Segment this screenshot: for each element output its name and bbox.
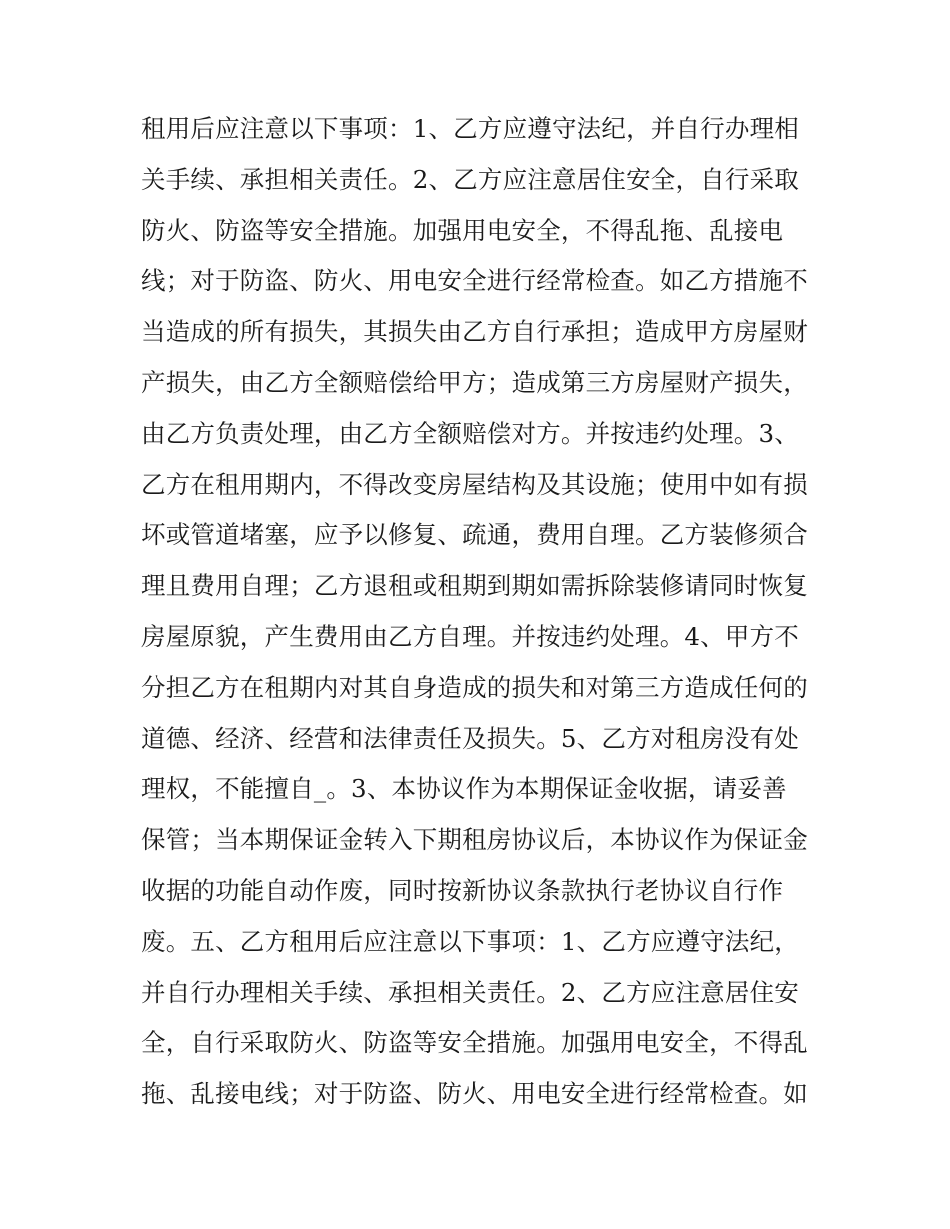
text-line-9: 坏或管道堵塞，应予以修复、疏通，费用自理。乙方装修须合 [141,520,808,550]
text-line-20: 拖、乱接电线；对于防盗、防火、用电安全进行经常检查。如 [141,1079,808,1109]
text-line-16: 收据的功能自动作废，同时按新协议条款执行老协议自行作 [141,875,784,905]
text-line-19: 全，自行采取防火、防盗等安全措施。加强用电安全，不得乱 [141,1028,808,1058]
text-line-1: 租用后应注意以下事项：1、乙方应遵守法纪，并自行办理相 [141,114,799,143]
body-text [141,104,821,1120]
text-line-14: 理权，不能擅自_。3、本协议作为本期保证金收据，请妥善 [141,774,787,804]
text-line-3: 防火、防盗等安全措施。加强用电安全，不得乱拖、乱接电 [141,215,784,245]
text-line-8: 乙方在租用期内，不得改变房屋结构及其设施；使用中如有损 [141,469,808,499]
text-line-11: 房屋原貌，产生费用由乙方自理。并按违约处理。4、甲方不 [141,621,799,651]
text-line-13: 道德、经济、经营和法律责任及损失。5、乙方对租房没有处 [141,723,799,753]
text-line-17: 废。五、乙方租用后应注意以下事项：1、乙方应遵守法纪， [141,926,799,956]
text-line-15: 保管；当本期保证金转入下期租房协议后，本协议作为保证金 [141,825,808,855]
text-line-6: 产损失，由乙方全额赔偿给甲方；造成第三方房屋财产损失， [141,367,808,397]
text-line-4: 线；对于防盗、防火、用电安全进行经常检查。如乙方措施不 [141,266,808,296]
text-line-12: 分担乙方在租期内对其自身造成的损失和对第三方造成任何的 [141,672,808,702]
text-line-7: 由乙方负责处理，由乙方全额赔偿对方。并按违约处理。3、 [141,418,799,448]
text-line-18: 并自行办理相关手续、承担相关责任。2、乙方应注意居住安 [141,977,799,1007]
text-line-2: 关手续、承担相关责任。2、乙方应注意居住安全，自行采取 [141,164,799,194]
text-line-5: 当造成的所有损失，其损失由乙方自行承担；造成甲方房屋财 [141,317,808,347]
text-line-10: 理且费用自理；乙方退租或租期到期如需拆除装修请同时恢复 [141,571,808,601]
